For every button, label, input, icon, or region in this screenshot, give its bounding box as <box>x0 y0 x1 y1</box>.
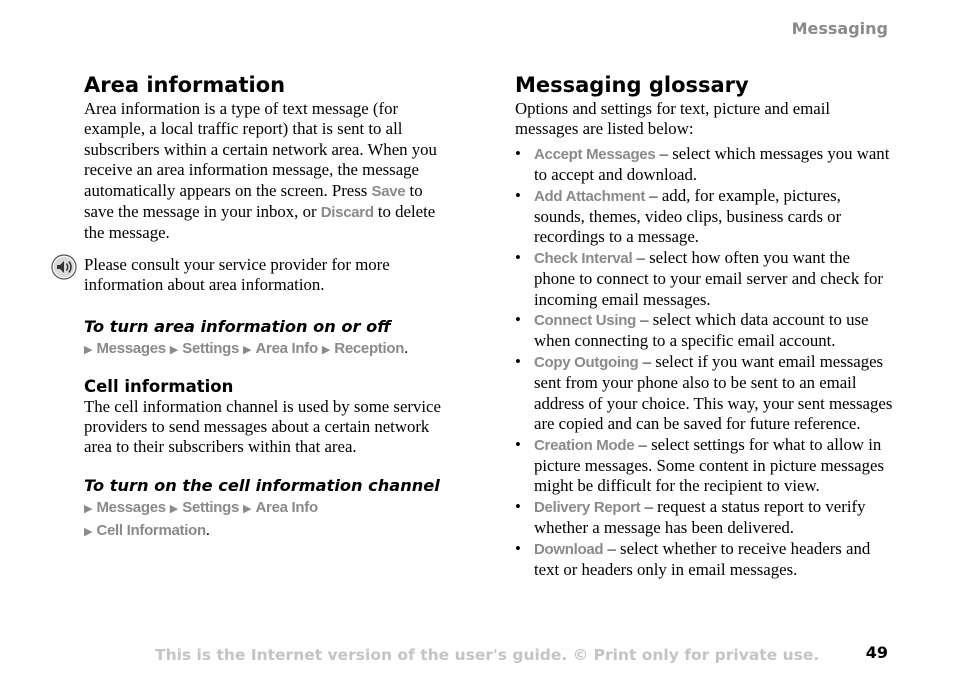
left-column <box>84 72 456 543</box>
list-item: • Add Attachment – add, for example, pictures, sounds, themes, video clips, business cards or recordings to a message. <box>515 185 842 247</box>
area-info-text-3: to delete the message. <box>84 202 436 243</box>
cell-channel-title: To turn on the cell information channel <box>84 475 440 495</box>
turn-on-section <box>84 318 456 361</box>
glossary-title: Messaging glossary <box>515 73 749 97</box>
glossary-intro: Options and settings for text, picture and email messages are listed below: <box>515 99 831 139</box>
glossary-desc: – select whether to receive headers and text or headers only in email messages. <box>534 538 871 579</box>
triangle-right-icon: ▶ <box>169 502 179 515</box>
note-block <box>84 255 456 296</box>
glossary-term: Download <box>534 540 604 558</box>
area-info-text-2: to save the message in your inbox, or <box>84 180 423 222</box>
turn-on-title: To turn area information on or off <box>84 316 391 336</box>
footer-notice: This is the Internet version of the user's guide. © Print only for private use. <box>155 646 820 664</box>
turn-on-path: ▶ Messages ▶ Settings ▶ Area Info ▶ Reception. <box>84 339 409 357</box>
list-item: • Creation Mode – select settings for what to allow in picture messages. Some content in picture messages might be difficult for the recipient to view. <box>515 434 884 496</box>
list-item: • Download – select whether to receive headers and text or headers only in email messages. <box>515 538 871 579</box>
list-item: • Check Interval – select how often you want the phone to connect to your email server and check for incoming email messages. <box>515 247 884 309</box>
path-settings: Settings <box>182 498 240 516</box>
list-item: • Accept Messages – select which messages you want to accept and download. <box>515 143 890 185</box>
list-item: • Delivery Report – request a status report to verify whether a message has been delivered. <box>515 496 866 538</box>
right-column <box>515 72 895 580</box>
cell-channel-section <box>84 477 456 543</box>
glossary-desc: – request a status report to verify whether a message has been delivered. <box>534 496 866 538</box>
glossary-desc: – select which data account to use when connecting to a specific email account. <box>534 310 869 351</box>
glossary-term: Delivery Report <box>534 498 641 516</box>
glossary-term: Add Attachment <box>534 187 646 205</box>
save-term: Save <box>371 182 406 200</box>
cell-info-paragraph: The cell information channel is used by some service providers to send messages about a certain network area to their subscribers within that area. <box>84 396 441 457</box>
cell-channel-path: ▶ Messages ▶ Settings ▶ Area Info ▶ Cell Information. <box>84 498 318 539</box>
triangle-right-icon: ▶ <box>243 343 252 356</box>
area-info-text-1: Area information is a type of text message (for example, a local traffic report) that is sent to all subscribers within a certain network area. When you receive an area information message, the message automatically appears on the screen. Press <box>84 99 437 200</box>
area-info-title: Area information <box>84 73 286 97</box>
triangle-right-icon: ▶ <box>84 502 93 515</box>
page-number: 49 <box>865 643 888 662</box>
glossary-desc: – select which messages you want to accept and download. <box>534 143 890 185</box>
list-item: • Connect Using – select which data account to use when connecting to a specific email account. <box>515 310 869 351</box>
glossary-term: Accept Messages <box>534 145 656 163</box>
path-settings: Settings <box>182 339 240 357</box>
triangle-right-icon: ▶ <box>321 343 331 356</box>
glossary-term: Check Interval <box>534 249 633 267</box>
path-cell-information: Cell Information <box>96 521 206 539</box>
path-area-info: Area Info <box>255 339 318 357</box>
glossary-list <box>515 144 895 581</box>
path-messages: Messages <box>96 339 166 357</box>
list-item: • Copy Outgoing – select if you want email messages sent from your phone also to be sent to an email address of your choice. This way, your sent messages are copied and can be saved for future reference. <box>515 351 893 434</box>
triangle-right-icon: ▶ <box>169 343 179 356</box>
glossary-desc: – select if you want email messages sent from your phone also to be sent to an email address of your choice. This way, your sent messages are copied and can be saved for future reference. <box>534 351 893 434</box>
section-header: Messaging <box>791 19 888 38</box>
glossary-term: Copy Outgoing <box>534 353 639 371</box>
cell-info-title: Cell information <box>84 376 234 396</box>
glossary-desc: – select how often you want the phone to connect to your email server and check for incoming email messages. <box>534 247 884 309</box>
triangle-right-icon: ▶ <box>84 343 93 356</box>
triangle-right-icon: ▶ <box>243 502 252 515</box>
path-reception: Reception <box>334 339 405 357</box>
glossary-desc: – select settings for what to allow in picture messages. Some content in picture messages might be difficult for the recipient to view. <box>534 434 884 496</box>
path-area-info: Area Info <box>255 498 318 516</box>
glossary-desc: – add, for example, pictures, sounds, themes, video clips, business cards or recordings to a message. <box>534 185 842 247</box>
cell-info-section <box>84 377 456 458</box>
path-messages: Messages <box>96 498 166 516</box>
area-info-paragraph <box>84 99 456 244</box>
glossary-term: Creation Mode <box>534 436 635 454</box>
discard-term: Discard <box>320 204 374 222</box>
triangle-right-icon: ▶ <box>84 525 93 538</box>
note-text: Please consult your service provider for more information about area information. <box>84 254 390 295</box>
speaker-note-icon <box>51 254 77 280</box>
glossary-term: Connect Using <box>534 312 636 330</box>
